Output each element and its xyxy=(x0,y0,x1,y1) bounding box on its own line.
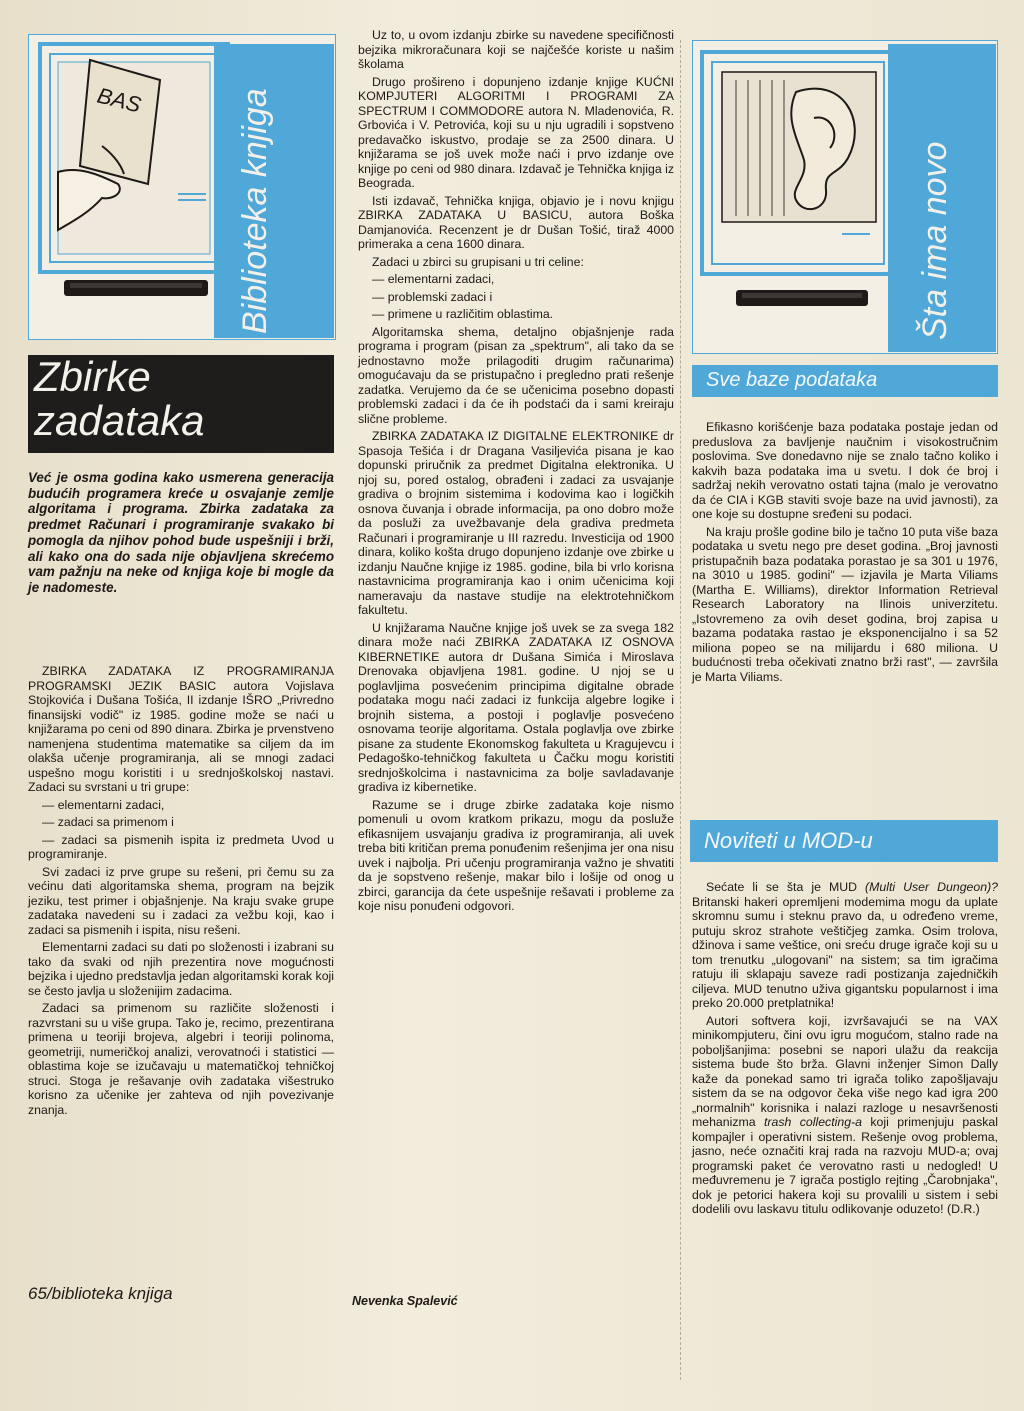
paragraph: ZBIRKA ZADATAKA IZ DIGITALNE ELEKTRONIKE dr Spasoja Tešića i dr Dragana Vasiljevića pisana je kao dopunski priručnik za predmet Digitalna elektronika. U njoj su, pored ostalog, obrađeni i zadaci za usvajanje gradiva o brojnim sistemima i kodovima kao i logičkih osnova čuvanja i obrade informacija, pa ono dobro može da posluži za uvežbavanje dela gradiva predmeta Računari i programiranje u III razredu. Investicija od 1900 dinara, koliko košta drugo dopunjeno izdanje ove zbirke u izdanju Naučne knjige iz 1985. godine, bila bi vrlo korisna nastavnicima programiranja kao i onim učenicima koji nameravaju da nastave studije na elektrotehničkom fakultetu. xyxy=(358,429,674,617)
paragraph xyxy=(692,880,998,1011)
paragraph: Zadaci sa primenom su različite složenosti i razvrstani su u više grupa. Tako je, recimo, prezentirana primena u teoriji brojeva, algebri i teoriji polinoma, geometriji, numeričkoj analizi, verovatnoći i statistici — oblastima koje se izučavaju u matematičkoj tehničkoj struci. Stoga je rešavanje ovih zadataka višestruko korisno za učenike jer zahteva od njih povezivanje znanja. xyxy=(28,1001,334,1117)
text-run: Sećate li se šta je MUD xyxy=(706,880,866,894)
article-column-2 xyxy=(358,28,674,917)
column-divider xyxy=(680,40,682,1380)
paragraph: Algoritamska shema, detaljno objašnjenje rada programa i program (pisan za „spektrum", ali tako da se jednostavno može prilagoditi drugim računarima) omogućavaju da se pristupačno i pregledno prati rešenje zadatka. Verujemo da će se učenicima posebno dopasti problemski zadaci i da će ih podstaći da i sami kreiraju slične probleme. xyxy=(358,324,674,426)
list-item: — elementarni zadaci, xyxy=(28,798,334,813)
paragraph: U knjižarama Naučne knjige još uvek se za svega 182 dinara može naći ZBIRKA ZADATAKA IZ OSNOVA KIBERNETIKE autora dr Dušana Simića i Miroslava Drenovaka objavljena 1981. godine. U njoj se u poglavljima posvećenim principima digitalne obrade podataka mogu naći zadaci iz funkcija algebre logike i brojnih sistema, a postoji i poglavlje posvećeno osnovama teorije algoritama. Ostala poglavlja ove zbirke pisane za studente Ekonomskog fakulteta u Kragujevcu i Pedagoško-tehničkog fakulteta u Čačku mogu koristiti srednjoškolcima i nastavnicima za bolje savladavanje gradiva iz kibernetike. xyxy=(358,620,674,794)
article-title-banner xyxy=(28,355,334,453)
paragraph: Uz to, u ovom izdanju zbirke su navedene specifičnosti bejzika mikroračunara koji se najčešće koriste u našim školama xyxy=(358,28,674,71)
article-author: Nevenka Spalević xyxy=(352,1294,458,1308)
list-item: — primene u različitim oblastima. xyxy=(358,307,674,322)
page-footer-folio: 65/biblioteka knjiga xyxy=(28,1284,173,1303)
text-run: Britanski hakeri opremljeni modemima mogu da uplate skromnu sumu i steknu pravo da, u određeno vreme, putuju skroz strahote veštičjeg zamka. Osim trolova, džinova i same veštice, oni sreću druge igrače koji su u tom trenutku „ulogovani" na sistem; sa tim igračima ratuju ili sklapaju saveze radi postizanja zajedničkih ciljeva. MUD tenutno uživa gigantsku popularnost i ima preko 20.000 pretplatnika! xyxy=(692,894,998,1010)
paragraph: Efikasno korišćenje baza podataka postaje jedan od preduslova za bavljenje naučnim i visokostručnim poslovima. Sve donedavno nije se znalo tačno koliko i kakvih baza podataka ima u svetu. I dok će broj i sadržaj nekih verovatno ostati tajna (malo je verovatno da će CIA i KGB staviti svoje baze na uvid javnosti), za one koje su dostupne sređeni su podaci. xyxy=(692,420,998,521)
article-lede: Već je osma godina kako usmerena generacija budućih programera kreće u osvajanje zemlje algoritama i programa. Zbirka zadataka za predmet Računari i programiranje svakako bi pomogla da njihov pohod bude uspešniji i brži, ali kako ona do sada nije objavljena skrećemo vam pažnju na neke od knjiga koje bi mogle da je nadomeste. xyxy=(28,470,334,595)
text-run-italic: trash collecting-a xyxy=(764,1115,862,1129)
section-title-vertical-biblioteka: Biblioteka knjiga xyxy=(236,88,274,334)
news-heading-noviteti-mod: Noviteti u MOD-u xyxy=(690,820,998,862)
section-title-vertical-sta-ima-novo: Šta ima novo xyxy=(916,141,954,340)
bas-book-label: BAS xyxy=(94,82,144,118)
paragraph xyxy=(692,1014,998,1217)
list-item: — elementarni zadaci, xyxy=(358,272,674,287)
paragraph: Svi zadaci iz prve grupe su rešeni, pri čemu su za većinu dati algoritamska shema, program na bejzik jeziku, test primer i objašnjenje. Na kraju svake grupe zadataka navedeni su i zadaci za vežbu koji, kao i zadaci sa pismenih i ispita, nisu rešeni. xyxy=(28,864,334,937)
paragraph: ZBIRKA ZADATAKA IZ PROGRAMIRANJA PROGRAMSKI JEZIK BASIC autora Vojislava Stojkovića i Dušana Tošića, II izdanje IŠRO „Privredno finansijski vodič" iz 1985. godine može se naći u knjižarama po ceni od 890 dinara. Zbirka je prvenstveno namenjena studentima matematike sa ciljem da im olakša učenje programiranja, ali se mnogi zadaci uspešno mogu koristiti i u srednjoškolskoj nastavi. Zadaci su svrstani u tri grupe: xyxy=(28,664,334,794)
text-run-italic: (Multi User Dungeon)? xyxy=(865,880,999,894)
news-heading-baze-podataka: Sve baze podataka xyxy=(692,365,998,397)
paragraph: Zadaci u zbirci su grupisani u tri celine: xyxy=(372,254,584,269)
list-item: — zadaci sa primenom i xyxy=(28,815,334,830)
paragraph: Isti izdavač, Tehnička knjiga, objavio je i novu knjigu ZBIRKA ZADATAKA U BASICU, autora Boška Damjanovića. Recenzent je dr Dušan Tošić, tiraž 4000 primeraka a cena 1600 dinara. xyxy=(358,193,674,251)
article-column-1 xyxy=(28,664,334,1120)
article-title-line1: Zbirke xyxy=(34,353,151,400)
text-run: koji primenjuju paskal kompajler i operativni sistem. Rešenje ovog problema, jasno, neće označiti kraj rada na razvoju MUD-a; ovaj programski paket će verovatno rasti u nedogled! U međuvremenu je 7 igrača postiglo rejting „Čarobnjaka", dok je petorici hakera koji su provalili u sistem i sebi dodelili ovu laskavu titulu odlikovanje oduzeto! (D.R.) xyxy=(692,1115,998,1216)
article-title-line2: zadataka xyxy=(34,397,205,444)
news-column-baze-podataka xyxy=(692,420,998,687)
text-run: Autori softvera koji, izvršavajući se na VAX minikompjuteru, čini ovu igru mogućom, stalno rade na poboljšanjima: posebni se napori ulažu da reakcija sistema bude što brža. Glavni inženjer Simon Dally kaže da ponekad samo tri igrača toliko zapošljavaju sistem da se na odgovor čeka više nego kad igra 200 „normalnih" korisnika i nalazi razloge u nesavršenosti mehanizma xyxy=(692,1013,998,1129)
paragraph: Elementarni zadaci su dati po složenosti i izabrani su tako da svaki od njih prezentira nove mogućnosti bejzika i ujedno predstavlja jedan algoritamski korak koji se često javlja u složenijim zadacima. xyxy=(28,940,334,998)
list-item: — zadaci sa pismenih ispita iz predmeta Uvod u programiranje. xyxy=(28,833,334,862)
paragraph: Razume se i druge zbirke zadataka koje nismo pomenuli u ovom kratkom prikazu, mogu da posluže efikasnijem usvajanju gradiva iz programiranja, ali uvek treba biti kritičan prema ponuđenim rešenjima jer ona nisu uvek i najbolja. Pri učenju programiranja važno je shvatiti da je sopstveno rešenje, makar bilo i lošije od onog u zbirci, garancija da ćete uspešnije rešavati i probleme za koje nisu ponuđeni odgovori. xyxy=(358,797,674,913)
computer-illustration-biblioteka xyxy=(28,34,336,340)
paragraph: Drugo prošireno i dopunjeno izdanje knjige KUĆNI KOMPJUTERI ALGORITMI I PROGRAMI ZA SPECTRUM I COMMODORE autora N. Mladenovića, R. Grbovića i V. Petrovića, koji su u nju ugradili i sopstveno predavačko iskustvo, prodaje se za 2500 dinara. U knjižarama se još uvek može naći i prvo izdanje ove knjige po ceni od 980 dinara. Izdavač je Tehnička knjiga iz Beograda. xyxy=(358,74,674,190)
list-item: — problemski zadaci i xyxy=(358,290,674,305)
paragraph: Na kraju prošle godine bilo je tačno 10 puta više baza podataka u svetu nego pre deset godina. „Broj javnosti pristupačnih baza podataka porastao je sa 301 u 1976, na 3010 u 1985. godini" — izjavila je Marta Viliams (Martha E. Williams), direktor Information Retrieval Research Laboratory na Ilinois univerzitetu. „Istovremeno za ovih deset godina, broj zapisa u bazama podataka rastao je eksponencijalno i sa 52 miliona popeo se na milijardu i 680 miliona. U budućnosti treba očekivati znatno brži rast", — završila je Marta Viliams. xyxy=(692,524,998,684)
news-column-noviteti-mod xyxy=(692,880,998,1220)
